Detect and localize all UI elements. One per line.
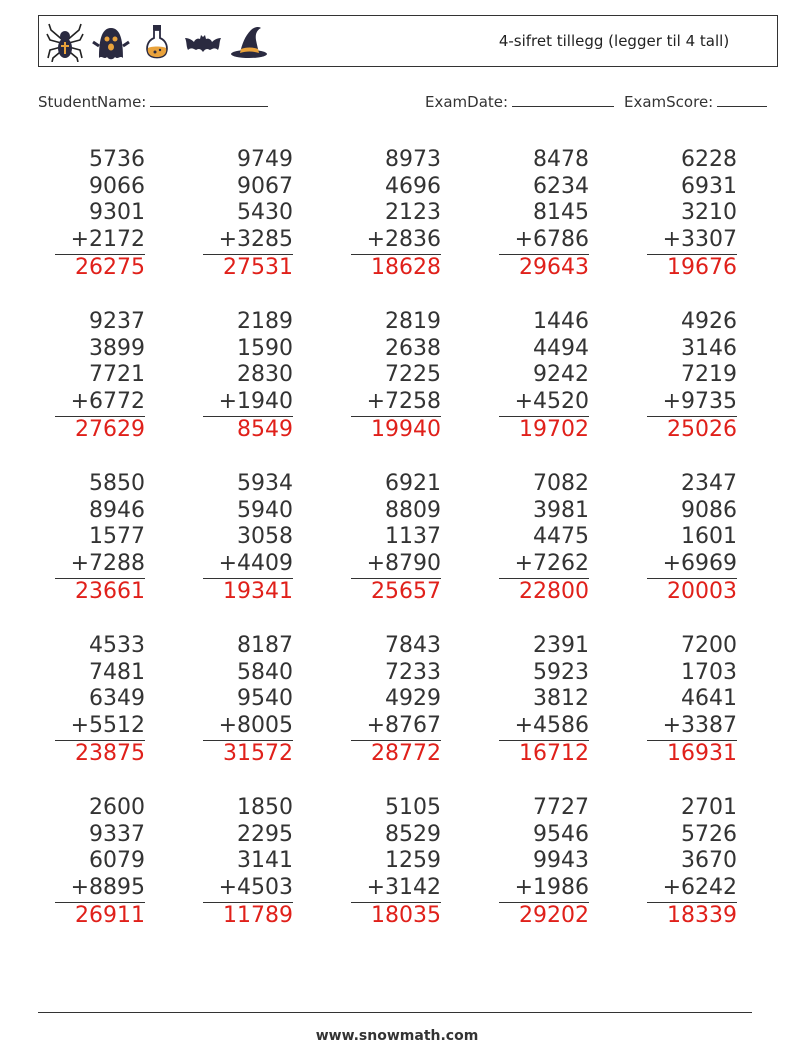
addend-with-plus: +4586 xyxy=(499,713,589,742)
addend: 7225 xyxy=(385,362,441,387)
addend: 5940 xyxy=(237,497,293,523)
addend: 2638 xyxy=(385,335,441,361)
addend: 9237 xyxy=(89,309,145,334)
addend-with-plus: +6786 xyxy=(499,227,589,256)
addend: 2830 xyxy=(237,362,293,387)
addend: 4533 xyxy=(89,633,145,658)
addend: 6349 xyxy=(89,686,145,711)
addend: 2189 xyxy=(237,309,293,334)
addend: 3899 xyxy=(89,335,145,361)
problem-5 xyxy=(647,147,737,282)
addend: 6921 xyxy=(385,471,441,496)
addend: 5923 xyxy=(533,659,589,685)
addend: 8187 xyxy=(237,633,293,658)
problem-6 xyxy=(55,309,145,444)
addend: 9067 xyxy=(237,173,293,199)
addend: 9749 xyxy=(237,147,293,172)
addend-with-plus: +7258 xyxy=(351,389,441,418)
addend: 5430 xyxy=(237,200,293,225)
addend: 2295 xyxy=(237,821,293,847)
answer: 23661 xyxy=(75,579,145,604)
addend-with-plus: +2172 xyxy=(55,227,145,256)
addend: 7200 xyxy=(681,633,737,658)
addend: 8809 xyxy=(385,497,441,523)
addend-with-plus: +7262 xyxy=(499,551,589,580)
problem-16 xyxy=(55,633,145,768)
addend: 6234 xyxy=(533,173,589,199)
addend: 8145 xyxy=(533,200,589,225)
addend: 4475 xyxy=(533,524,589,549)
worksheet-title: 4-sifret tillegg (legger til 4 tall) xyxy=(498,32,730,50)
problem-15 xyxy=(647,471,737,606)
addend: 4641 xyxy=(681,686,737,711)
answer: 25026 xyxy=(667,417,737,442)
addend-with-plus: +4503 xyxy=(203,875,293,904)
problem-4 xyxy=(499,147,589,282)
addend-with-plus: +3387 xyxy=(647,713,737,742)
answer: 18628 xyxy=(371,255,441,280)
addend: 4494 xyxy=(533,335,589,361)
addend: 1590 xyxy=(237,335,293,361)
addend: 1259 xyxy=(385,848,441,873)
addend: 5934 xyxy=(237,471,293,496)
addend: 3210 xyxy=(681,200,737,225)
addend: 6931 xyxy=(681,173,737,199)
addend: 3058 xyxy=(237,524,293,549)
addend: 9337 xyxy=(89,821,145,847)
problem-14 xyxy=(499,471,589,606)
addend: 3812 xyxy=(533,686,589,711)
answer: 29202 xyxy=(519,903,589,928)
addend-with-plus: +9735 xyxy=(647,389,737,418)
addend: 5726 xyxy=(681,821,737,847)
addend: 8478 xyxy=(533,147,589,172)
addend: 7481 xyxy=(89,659,145,685)
addend-with-plus: +2836 xyxy=(351,227,441,256)
addend: 9301 xyxy=(89,200,145,225)
answer: 28772 xyxy=(371,741,441,766)
answer: 16712 xyxy=(519,741,589,766)
problem-12 xyxy=(203,471,293,606)
exam-date-label: ExamDate: xyxy=(425,93,509,111)
footer-url: www.snowmath.com xyxy=(315,1028,479,1044)
problem-25 xyxy=(647,795,737,930)
problem-13 xyxy=(351,471,441,606)
addend: 2819 xyxy=(385,309,441,334)
addend: 8946 xyxy=(89,497,145,523)
answer: 11789 xyxy=(223,903,293,928)
addend: 9546 xyxy=(533,821,589,847)
addend: 7727 xyxy=(533,795,589,820)
addend-with-plus: +6969 xyxy=(647,551,737,580)
addend: 6079 xyxy=(89,848,145,873)
addend: 6228 xyxy=(681,147,737,172)
student-name-label: StudentName: xyxy=(38,93,147,111)
addend: 9943 xyxy=(533,848,589,873)
addend: 8973 xyxy=(385,147,441,172)
addend: 9540 xyxy=(237,686,293,711)
problem-20 xyxy=(647,633,737,768)
answer: 16931 xyxy=(667,741,737,766)
addend-with-plus: +5512 xyxy=(55,713,145,742)
addend-with-plus: +3307 xyxy=(647,227,737,256)
answer: 18035 xyxy=(371,903,441,928)
addend-with-plus: +8005 xyxy=(203,713,293,742)
addend-with-plus: +7288 xyxy=(55,551,145,580)
addend: 4926 xyxy=(681,309,737,334)
problem-2 xyxy=(203,147,293,282)
addend: 1446 xyxy=(533,309,589,334)
addend: 1577 xyxy=(89,524,145,549)
addend: 2347 xyxy=(681,471,737,496)
addend-with-plus: +8767 xyxy=(351,713,441,742)
addend: 9086 xyxy=(681,497,737,523)
addend-with-plus: +3142 xyxy=(351,875,441,904)
problem-17 xyxy=(203,633,293,768)
problem-24 xyxy=(499,795,589,930)
answer: 25657 xyxy=(371,579,441,604)
addend: 4696 xyxy=(385,173,441,199)
addend: 5840 xyxy=(237,659,293,685)
answer: 29643 xyxy=(519,255,589,280)
answer: 20003 xyxy=(667,579,737,604)
problem-9 xyxy=(499,309,589,444)
addend: 9066 xyxy=(89,173,145,199)
addend-with-plus: +6772 xyxy=(55,389,145,418)
addend-with-plus: +3285 xyxy=(203,227,293,256)
addend: 2600 xyxy=(89,795,145,820)
answer: 27629 xyxy=(75,417,145,442)
addend-with-plus: +6242 xyxy=(647,875,737,904)
answer: 26911 xyxy=(75,903,145,928)
addend: 8529 xyxy=(385,821,441,847)
addend: 2123 xyxy=(385,200,441,225)
answer: 19676 xyxy=(667,255,737,280)
addend: 9242 xyxy=(533,362,589,387)
problem-21 xyxy=(55,795,145,930)
problem-8 xyxy=(351,309,441,444)
problem-1 xyxy=(55,147,145,282)
problem-3 xyxy=(351,147,441,282)
addend: 3141 xyxy=(237,848,293,873)
addend: 2391 xyxy=(533,633,589,658)
answer: 23875 xyxy=(75,741,145,766)
addend-with-plus: +1986 xyxy=(499,875,589,904)
problem-7 xyxy=(203,309,293,444)
addend: 1703 xyxy=(681,659,737,685)
problem-23 xyxy=(351,795,441,930)
answer: 31572 xyxy=(223,741,293,766)
addend: 7219 xyxy=(681,362,737,387)
footer-divider xyxy=(38,1012,752,1013)
answer: 19940 xyxy=(371,417,441,442)
answer: 8549 xyxy=(237,417,293,442)
addend-with-plus: +8895 xyxy=(55,875,145,904)
addend-with-plus: +4520 xyxy=(499,389,589,418)
answer: 19702 xyxy=(519,417,589,442)
addend: 7082 xyxy=(533,471,589,496)
addend: 1137 xyxy=(385,524,441,549)
addend: 7843 xyxy=(385,633,441,658)
addend: 1850 xyxy=(237,795,293,820)
answer: 18339 xyxy=(667,903,737,928)
problem-11 xyxy=(55,471,145,606)
addend: 3146 xyxy=(681,335,737,361)
addend: 3981 xyxy=(533,497,589,523)
addend: 3670 xyxy=(681,848,737,873)
answer: 22800 xyxy=(519,579,589,604)
problem-19 xyxy=(499,633,589,768)
addend-with-plus: +4409 xyxy=(203,551,293,580)
addend: 5105 xyxy=(385,795,441,820)
addend: 5736 xyxy=(89,147,145,172)
addend: 4929 xyxy=(385,686,441,711)
problem-10 xyxy=(647,309,737,444)
addend: 1601 xyxy=(681,524,737,549)
addend: 2701 xyxy=(681,795,737,820)
addend: 7233 xyxy=(385,659,441,685)
problem-22 xyxy=(203,795,293,930)
addend-with-plus: +8790 xyxy=(351,551,441,580)
answer: 19341 xyxy=(223,579,293,604)
answer: 26275 xyxy=(75,255,145,280)
exam-score-label: ExamScore: xyxy=(624,93,714,111)
addend: 5850 xyxy=(89,471,145,496)
addend: 7721 xyxy=(89,362,145,387)
addend-with-plus: +1940 xyxy=(203,389,293,418)
answer: 27531 xyxy=(223,255,293,280)
problem-18 xyxy=(351,633,441,768)
